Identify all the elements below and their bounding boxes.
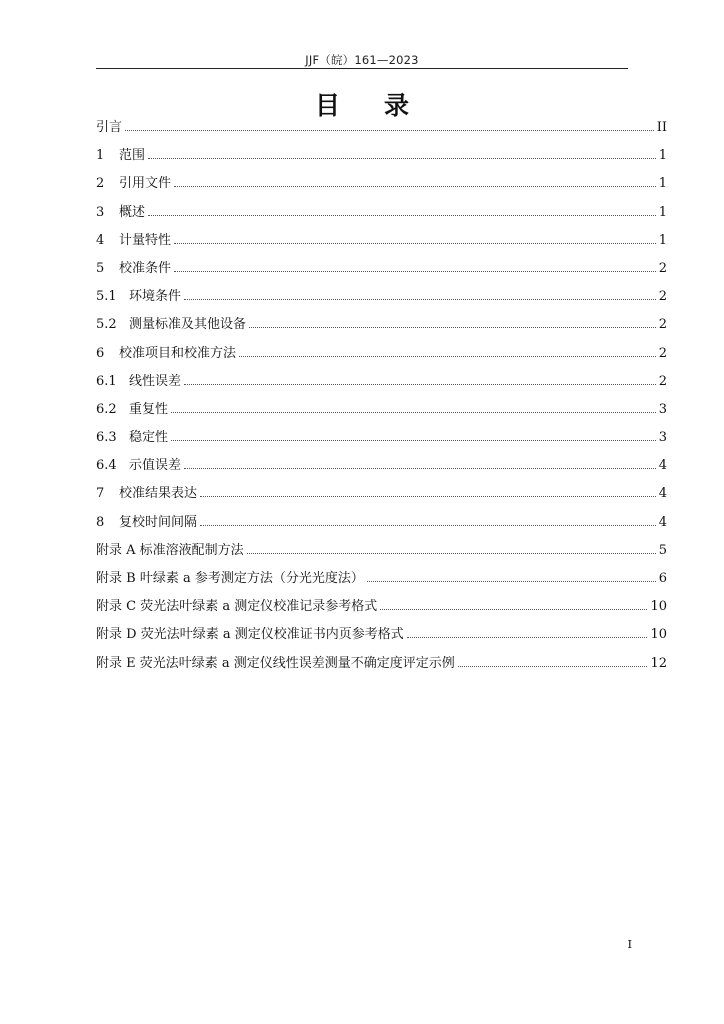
toc-dot-leader	[148, 148, 656, 159]
toc-entry-number: 1	[96, 148, 105, 164]
toc-entry[interactable]	[96, 259, 667, 287]
toc-entry[interactable]	[96, 513, 667, 541]
toc-entry-label: 概述	[119, 204, 146, 220]
toc-entry[interactable]	[96, 428, 667, 456]
toc-entry-label: 附录 E 荧光法叶绿素 a 测定仪线性误差测量不确定度评定示例	[96, 655, 455, 671]
toc-dot-leader	[171, 430, 656, 441]
toc-entry[interactable]	[96, 146, 667, 174]
toc-entry-number: 7	[96, 486, 105, 502]
toc-entry-label: 线性误差	[129, 373, 182, 389]
toc-entry-label: 引用文件	[119, 176, 172, 192]
toc-dot-leader	[171, 402, 656, 413]
toc-entry-label: 范围	[119, 148, 146, 164]
toc-dot-leader	[247, 543, 656, 554]
toc-entry-page: 1	[658, 148, 667, 164]
toc-entry-label: 重复性	[129, 401, 169, 417]
toc-entry-label: 环境条件	[129, 289, 182, 305]
toc-entry-label: 附录 A 标准溶液配制方法	[96, 542, 244, 558]
toc-entry-page: 2	[658, 289, 667, 305]
toc-entry-page: 10	[650, 599, 667, 615]
toc-entry-page: 3	[658, 430, 667, 446]
toc-entry-number: 3	[96, 204, 105, 220]
toc-entry-page: 1	[658, 204, 667, 220]
toc-title	[0, 86, 724, 122]
toc-entry[interactable]	[96, 174, 667, 202]
toc-entry-page: 4	[658, 486, 667, 502]
toc-entry-page: 4	[658, 458, 667, 474]
toc-entry-page: 5	[658, 542, 667, 558]
toc-entry-page: II	[656, 120, 667, 135]
toc-entry[interactable]	[96, 569, 667, 597]
toc-entry[interactable]	[96, 654, 667, 682]
toc-entry-page: 2	[658, 373, 667, 389]
toc-entry[interactable]	[96, 597, 667, 625]
toc-entry-page: 1	[658, 176, 667, 192]
toc-entry[interactable]	[96, 372, 667, 400]
toc-entry-page: 4	[658, 514, 667, 530]
toc-entry-number: 4	[96, 232, 105, 248]
toc-dot-leader	[239, 346, 656, 357]
toc-entry[interactable]	[96, 400, 667, 428]
toc-dot-leader	[148, 205, 656, 216]
toc-entry-label: 附录 D 荧光法叶绿素 a 测定仪校准证书内页参考格式	[96, 627, 404, 643]
toc-dot-leader	[174, 176, 656, 187]
toc-entry[interactable]	[96, 203, 667, 231]
toc-entry-page: 6	[658, 571, 667, 586]
header-rule	[96, 68, 628, 69]
toc-entry[interactable]	[96, 541, 667, 569]
toc-dot-leader	[407, 627, 648, 638]
toc-dot-leader	[249, 317, 656, 328]
toc-entry-number: 8	[96, 514, 105, 530]
toc-entry-number: 5.1	[96, 289, 117, 305]
toc-entry-page: 2	[658, 345, 667, 361]
toc-entry[interactable]	[96, 231, 667, 259]
toc-title-char-1: 目	[314, 91, 340, 120]
toc-dot-leader	[125, 120, 654, 131]
toc-entry-page: 12	[650, 655, 667, 671]
toc-dot-leader	[174, 233, 656, 244]
toc-entry-number: 6.1	[96, 373, 117, 389]
toc-entry-page: 10	[650, 627, 667, 643]
toc-entry[interactable]	[96, 456, 667, 484]
toc-dot-leader	[184, 289, 656, 300]
toc-dot-leader	[184, 458, 656, 469]
toc-entry[interactable]	[96, 118, 667, 146]
toc-entry-label: 稳定性	[129, 430, 169, 446]
toc-entry-label: 校准条件	[119, 260, 172, 276]
toc-entry[interactable]	[96, 287, 667, 315]
toc-entry[interactable]	[96, 315, 667, 343]
toc-dot-leader	[367, 571, 656, 582]
toc-entry[interactable]	[96, 625, 667, 653]
toc-entry-label: 计量特性	[119, 232, 172, 248]
toc-title-char-2: 录	[384, 91, 410, 120]
page-number: I	[627, 937, 632, 951]
toc-entry[interactable]	[96, 344, 667, 372]
toc-dot-leader	[200, 515, 656, 526]
toc-entry-label: 测量标准及其他设备	[129, 317, 247, 333]
toc-entry-label: 附录 C 荧光法叶绿素 a 测定仪校准记录参考格式	[96, 599, 378, 615]
toc-entry-label: 示值误差	[129, 458, 182, 474]
toc-dot-leader	[174, 261, 656, 272]
table-of-contents	[96, 118, 667, 682]
toc-entry-label: 校准结果表达	[119, 486, 198, 502]
toc-entry-label: 附录 B 叶绿素 a 参考测定方法（分光光度法）	[96, 571, 364, 586]
toc-entry-page: 2	[658, 260, 667, 276]
toc-entry-page: 2	[658, 317, 667, 333]
toc-entry-number: 2	[96, 176, 105, 192]
toc-entry-number: 6.4	[96, 458, 117, 474]
toc-dot-leader	[184, 374, 656, 385]
toc-entry-number: 5	[96, 260, 105, 276]
toc-entry-label: 复校时间间隔	[119, 514, 198, 530]
toc-entry-page: 3	[658, 401, 667, 417]
toc-entry-number: 6.3	[96, 430, 117, 446]
toc-entry-label: 校准项目和校准方法	[119, 345, 237, 361]
toc-dot-leader	[380, 599, 647, 610]
toc-entry-number: 6.2	[96, 401, 117, 417]
toc-entry-number: 5.2	[96, 317, 117, 333]
toc-entry-label: 引言	[96, 120, 123, 135]
toc-entry-page: 1	[658, 232, 667, 248]
toc-entry[interactable]	[96, 484, 667, 512]
toc-entry-number: 6	[96, 345, 105, 361]
document-header-code: JJF（皖）161—2023	[305, 53, 419, 67]
toc-dot-leader	[200, 486, 656, 497]
toc-dot-leader	[458, 656, 648, 667]
